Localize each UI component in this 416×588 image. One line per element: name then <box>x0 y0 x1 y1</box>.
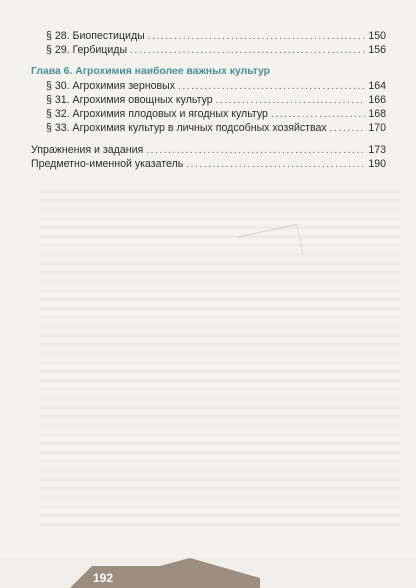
toc-entry-label: Упражнения и задания <box>31 144 144 156</box>
toc-entry-page: 170 <box>368 122 386 134</box>
toc-entry-label: § 28. Биопестициды <box>46 30 145 42</box>
toc-entry-page: 164 <box>368 80 386 92</box>
toc-entry-33[interactable] <box>46 122 386 135</box>
toc-leader-dots <box>271 108 365 121</box>
toc-entry-label: § 29. Гербициды <box>46 44 128 56</box>
toc-entry-page: 150 <box>368 30 386 42</box>
toc-entry-32[interactable] <box>46 108 386 121</box>
toc-entry-label: § 32. Агрохимия плодовых и ягодных культур <box>46 108 268 120</box>
toc-leader-dots <box>186 158 365 171</box>
toc-entry-page: 173 <box>368 144 386 156</box>
toc-entry-29[interactable] <box>46 44 386 57</box>
toc-leader-dots <box>216 94 366 107</box>
toc-entry-index[interactable] <box>31 158 386 171</box>
toc-entry-28[interactable] <box>46 30 386 43</box>
page-number: 192 <box>93 571 114 585</box>
toc-entry-label: § 30. Агрохимия зерновых <box>46 80 175 92</box>
toc-entry-label: § 31. Агрохимия овощных культур <box>46 94 213 106</box>
toc-leader-dots <box>178 80 365 93</box>
toc-entry-page: 166 <box>368 94 386 106</box>
toc-leader-dots <box>148 30 366 43</box>
toc-leader-dots <box>146 144 365 157</box>
toc-entry-30[interactable] <box>46 80 386 93</box>
toc-entry-page: 190 <box>368 158 386 170</box>
toc-entry-page: 168 <box>368 108 386 120</box>
chapter-heading[interactable]: Глава 6. Агрохимия наиболее важных культур <box>31 66 270 77</box>
toc-leader-dots <box>330 122 366 135</box>
toc-entry-label: Предметно-именной указатель <box>31 158 184 170</box>
toc-entry-31[interactable] <box>46 94 386 107</box>
toc-entry-page: 156 <box>368 44 386 56</box>
toc-entry-exercises[interactable] <box>31 144 386 157</box>
toc-entry-label: § 33. Агрохимия культур в личных подсобных хозяйствах <box>46 122 327 134</box>
reverse-side-bleed-through <box>40 190 400 530</box>
toc-leader-dots <box>130 44 365 57</box>
